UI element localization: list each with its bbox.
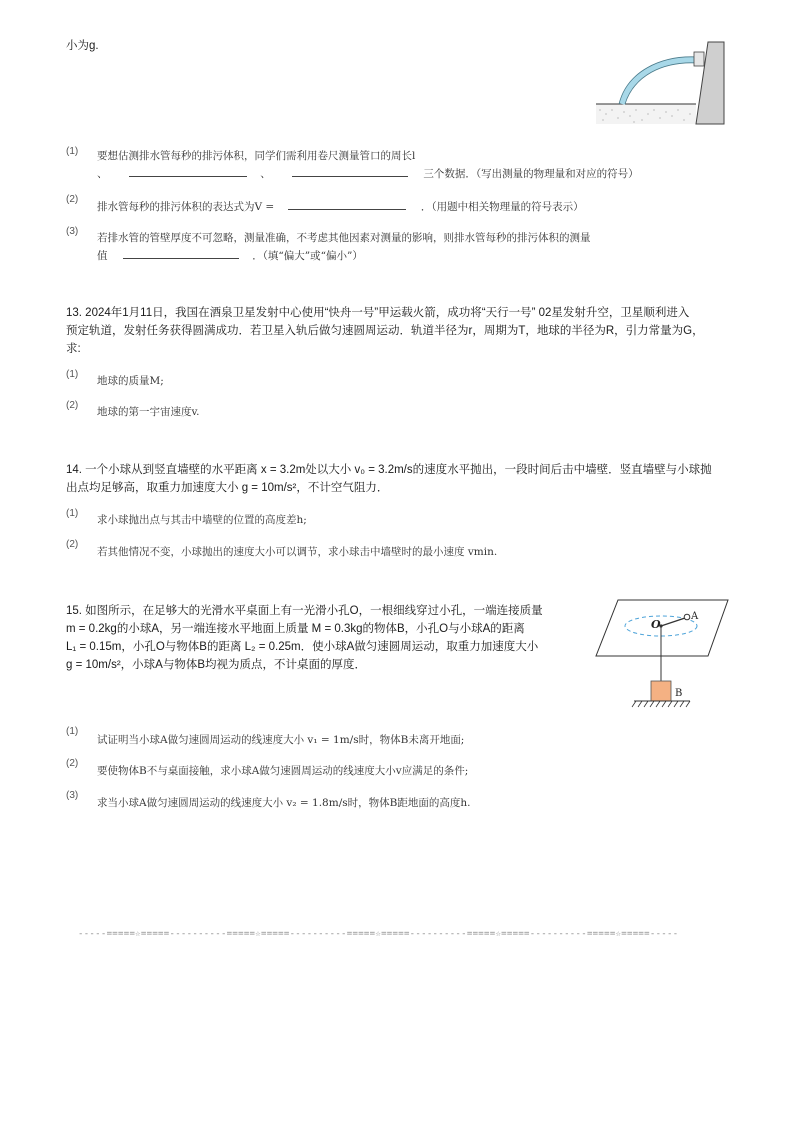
q12-part1-number: (1)	[66, 146, 79, 157]
q12-part2-tail: ．（用题中相关物理量的符号表示）	[420, 201, 584, 213]
q15-part2-text: 要使物体B不与桌面接触，求小球A做匀速圆周运动的线速度大小v应满足的条件;	[97, 765, 469, 777]
water-stream	[622, 60, 698, 104]
q12-part3-prefix: 值	[97, 250, 108, 262]
q13-part1-text: 地球的质量M;	[97, 375, 164, 387]
q12-blank-2[interactable]	[292, 166, 408, 177]
label-o: O	[651, 618, 661, 631]
q12-part1-tail: 三个数据．（写出测量的物理量和对应的符号）	[423, 168, 639, 180]
q14-part2-text: 若其他情况不变，小球抛出的速度大小可以调节，求小球击中墙壁时的最小速度 vmin.	[97, 546, 498, 558]
label-a: A	[691, 611, 699, 622]
ball-a	[684, 614, 690, 620]
ground-hatching	[632, 701, 690, 707]
q12-part2-number: (2)	[66, 194, 79, 205]
q12-part2-text: 排水管每秒的排污体积的表达式为V =	[97, 201, 275, 213]
q13-part2-number: (2)	[66, 400, 79, 411]
q13-stem-line1: 13. 2024年1月11日，我国在酒泉卫星发射中心使用“快舟一号”甲运载火箭，成功将“天行一号” 02星发射升空，卫星顺利进入	[66, 307, 690, 319]
q12-blank-4[interactable]	[123, 248, 239, 259]
q13-stem-line2: 预定轨道，发射任务获得圆满成功．若卫星入轨后做匀速圆周运动．轨道半径为r，周期为T，地球的半径为R，引力常量为G，	[66, 325, 704, 337]
block-b	[651, 681, 671, 701]
q12-part1-line2	[97, 166, 639, 181]
q15-stem-line2: m = 0.2kg的小球A，另一端连接水平地面上质量 M = 0.3kg的物体B，小孔O与小球A的距离	[66, 623, 525, 635]
q12-part1-text: 要想估测排水管每秒的排污体积，同学们需利用卷尺测量管口的周长l	[97, 150, 416, 162]
q14-part2-number: (2)	[66, 539, 79, 550]
water-body	[596, 104, 696, 124]
q12-blank-3[interactable]	[288, 199, 406, 210]
q13-part2-text: 地球的第一宇宙速度v.	[97, 406, 200, 418]
pipe-discharge-figure	[590, 38, 730, 130]
q15-part2-number: (2)	[66, 758, 79, 769]
q15-part1-text: 试证明当小球A做匀速圆周运动的线速度大小 v₁ = 1m/s时，物体B未离开地面;	[97, 734, 465, 746]
q12-blank-1[interactable]	[129, 166, 247, 177]
q12-part3-line2	[97, 248, 363, 263]
page-divider: -----=====☆=====----------=====☆=====----------=====☆=====----------=====☆=====----------=====☆=====-----	[78, 929, 679, 939]
intro-tail: 小为g.	[66, 40, 99, 52]
q12-part1-sep2: 、	[260, 168, 271, 180]
q14-stem-line1: 14. 一个小球从到竖直墙壁的水平距离 x = 3.2m处以大小 v₀ = 3.2m/s的速度水平抛出，一段时间后击中墙壁．竖直墙壁与小球抛	[66, 464, 712, 476]
circular-motion-figure	[588, 598, 732, 714]
q13-stem-line3: 求:	[66, 343, 81, 355]
q14-part1-number: (1)	[66, 508, 79, 519]
q15-stem-line1: 15. 如图所示，在足够大的光滑水平桌面上有一光滑小孔O，一根细线穿过小孔，一端连接质量	[66, 605, 543, 617]
label-b: B	[675, 688, 683, 699]
q15-part1-number: (1)	[66, 726, 79, 737]
q12-part3-number: (3)	[66, 226, 79, 237]
q14-part1-text: 求小球抛出点与其击中墙壁的位置的高度差h;	[97, 514, 307, 526]
q15-part3-text: 求当小球A做匀速圆周运动的线速度大小 v₂ = 1.8m/s时，物体B距地面的高度h.	[97, 797, 471, 809]
q14-stem-line2: 出点均足够高，取重力加速度大小 g = 10m/s²，不计空气阻力．	[66, 482, 389, 494]
pipe-outlet	[694, 52, 704, 66]
q15-stem-line3: L₁ = 0.15m，小孔O与物体B的距离 L₂ = 0.25m．使小球A做匀速圆周运动，取重力加速度大小	[66, 641, 539, 653]
q15-stem-line4: g = 10m/s²，小球A与物体B均视为质点，不计桌面的厚度．	[66, 659, 366, 671]
q12-part2-line	[97, 199, 584, 214]
q12-part3-text: 若排水管的管壁厚度不可忽略，测量准确，不考虑其他因素对测量的影响，则排水管每秒的排污体积的测量	[97, 232, 591, 244]
q12-part1-sep1: 、	[97, 168, 108, 180]
q15-part3-number: (3)	[66, 790, 79, 801]
q12-part3-tail: ．（填“偏大”或“偏小”）	[252, 250, 363, 262]
q13-part1-number: (1)	[66, 369, 79, 380]
table-surface	[596, 600, 728, 656]
